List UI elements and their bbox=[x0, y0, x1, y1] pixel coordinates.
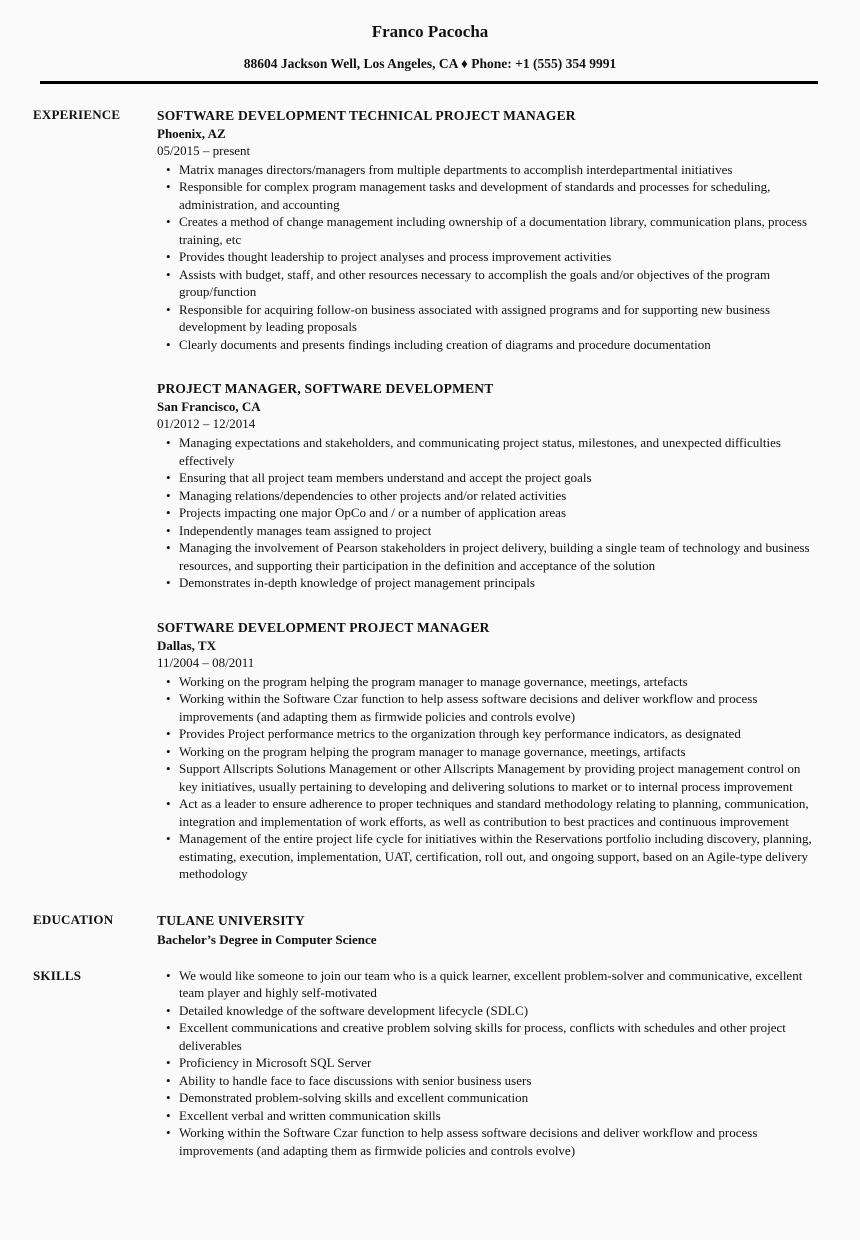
job-bullet: • Assists with budget, staff, and other resources necessary to accomplish the goals and/or objectives of the program group/function bbox=[179, 266, 818, 301]
job-bullet: • Provides thought leadership to project analyses and process improvement activities bbox=[179, 248, 818, 266]
skills-bullet-list bbox=[157, 967, 818, 1160]
job-bullet: • Act as a leader to ensure adherence to proper techniques and standard methodology relating to planning, communication, integration and implementation of work efforts, as well as contribution to best practices and continuous improvement bbox=[179, 795, 818, 830]
job-bullet: • Working on the program helping the program manager to manage governance, meetings, artifacts bbox=[179, 743, 818, 761]
education-school: TULANE UNIVERSITY bbox=[157, 912, 305, 928]
job-dates: 11/2004 – 08/2011 bbox=[157, 654, 255, 670]
education-section-content bbox=[157, 911, 860, 949]
education-degree: Bachelor’s Degree in Computer Science bbox=[157, 931, 377, 947]
skill-bullet: • Proficiency in Microsoft SQL Server bbox=[179, 1054, 818, 1072]
job-bullet-list bbox=[157, 673, 818, 883]
contact-line: 88604 Jackson Well, Los Angeles, CA ♦ Phone: +1 (555) 354 9991 bbox=[243, 56, 617, 71]
job-title: SOFTWARE DEVELOPMENT PROJECT MANAGER bbox=[157, 619, 490, 635]
job-bullet: • Working within the Software Czar function to help assess software decisions and deliver workflow and process improvements (and adapting them as firmwide policies and controls evolve) bbox=[179, 690, 818, 725]
job-bullet: • Responsible for complex program management tasks and development of standards and processes for scheduling, administration, and accounting bbox=[179, 178, 818, 213]
job-location: San Francisco, CA bbox=[157, 399, 261, 414]
job-bullet: • Creates a method of change management including ownership of a documentation library, communication plans, process training, etc bbox=[179, 213, 818, 248]
job-bullet: • Clearly documents and presents findings including creation of diagrams and procedure documentation bbox=[179, 336, 818, 354]
experience-section bbox=[0, 106, 860, 883]
job-entry-3 bbox=[157, 618, 818, 883]
job-title: PROJECT MANAGER, SOFTWARE DEVELOPMENT bbox=[157, 381, 494, 396]
skills-section-label: SKILLS bbox=[33, 967, 82, 983]
job-bullet: • Projects impacting one major OpCo and / or a number of application areas bbox=[179, 504, 818, 522]
skill-bullet: • Demonstrated problem-solving skills and excellent communication bbox=[179, 1089, 818, 1107]
candidate-name: Franco Pacocha bbox=[371, 22, 489, 41]
education-section-label: EDUCATION bbox=[33, 911, 114, 927]
skill-bullet: • Excellent communications and creative problem solving skills for process, conflicts with schedules and other project deliverables bbox=[179, 1019, 818, 1054]
job-bullet-list bbox=[157, 434, 818, 592]
job-bullet: • Ensuring that all project team members understand and accept the project goals bbox=[179, 469, 818, 487]
job-entry-2 bbox=[157, 379, 818, 592]
job-bullet: • Responsible for acquiring follow-on business associated with assigned programs and for supporting new business development by leading proposals bbox=[179, 301, 818, 336]
job-location: Dallas, TX bbox=[157, 637, 216, 653]
education-section bbox=[0, 911, 860, 949]
skills-section bbox=[0, 967, 860, 1160]
job-bullet: • Management of the entire project life cycle for initiatives within the Reservations portfolio including discovery, planning, estimating, execution, implementation, UAT, certification, roll out, and ongoing support, based on an Agile-type delivery methodology bbox=[179, 830, 818, 883]
experience-section-label: EXPERIENCE bbox=[33, 106, 121, 122]
skill-bullet: • Detailed knowledge of the software development lifecycle (SDLC) bbox=[179, 1002, 818, 1020]
job-bullet: • Managing expectations and stakeholders, and communicating project status, milestones, and unexpected difficulties effectively bbox=[179, 434, 818, 469]
job-bullet: • Demonstrates in-depth knowledge of project management principals bbox=[179, 574, 818, 592]
experience-section-content bbox=[157, 106, 860, 883]
skill-bullet: • Ability to handle face to face discussions with senior business users bbox=[179, 1072, 818, 1090]
skill-bullet: • Excellent verbal and written communication skills bbox=[179, 1107, 818, 1125]
job-bullet: • Provides Project performance metrics to the organization through key performance indicators, as designated bbox=[179, 725, 818, 743]
header-divider bbox=[40, 81, 818, 84]
job-bullet: • Independently manages team assigned to project bbox=[179, 522, 818, 540]
job-title: SOFTWARE DEVELOPMENT TECHNICAL PROJECT MANAGER bbox=[157, 107, 576, 123]
skill-bullet: • We would like someone to join our team who is a quick learner, excellent problem-solver and communicative, excellent team player and highly self-motivated bbox=[179, 967, 818, 1002]
job-location: Phoenix, AZ bbox=[157, 125, 226, 141]
job-bullet: • Matrix manages directors/managers from multiple departments to accomplish interdepartmental initiatives bbox=[179, 161, 818, 179]
skill-bullet: • Working within the Software Czar function to help assess software decisions and deliver workflow and process improvements (and adapting them as firmwide policies and controls evolve) bbox=[179, 1124, 818, 1159]
job-bullet: • Support Allscripts Solutions Management or other Allscripts Management by providing project management control on key initiatives, usually pertaining to developing and delivering solutions to market or to internal process improvement bbox=[179, 760, 818, 795]
job-bullet: • Managing relations/dependencies to other projects and/or related activities bbox=[179, 487, 818, 505]
job-entry-1 bbox=[157, 106, 818, 354]
skills-section-content bbox=[157, 967, 860, 1160]
job-bullet: • Managing the involvement of Pearson stakeholders in project delivery, building a single team of technology and business resources, and supporting their participation in the definition and acceptance of the solution bbox=[179, 539, 818, 574]
job-dates: 05/2015 – present bbox=[157, 142, 251, 158]
resume-header bbox=[0, 0, 860, 84]
job-bullet: • Working on the program helping the program manager to manage governance, meetings, artefacts bbox=[179, 673, 818, 691]
job-dates: 01/2012 – 12/2014 bbox=[157, 416, 256, 431]
job-bullet-list bbox=[157, 161, 818, 354]
